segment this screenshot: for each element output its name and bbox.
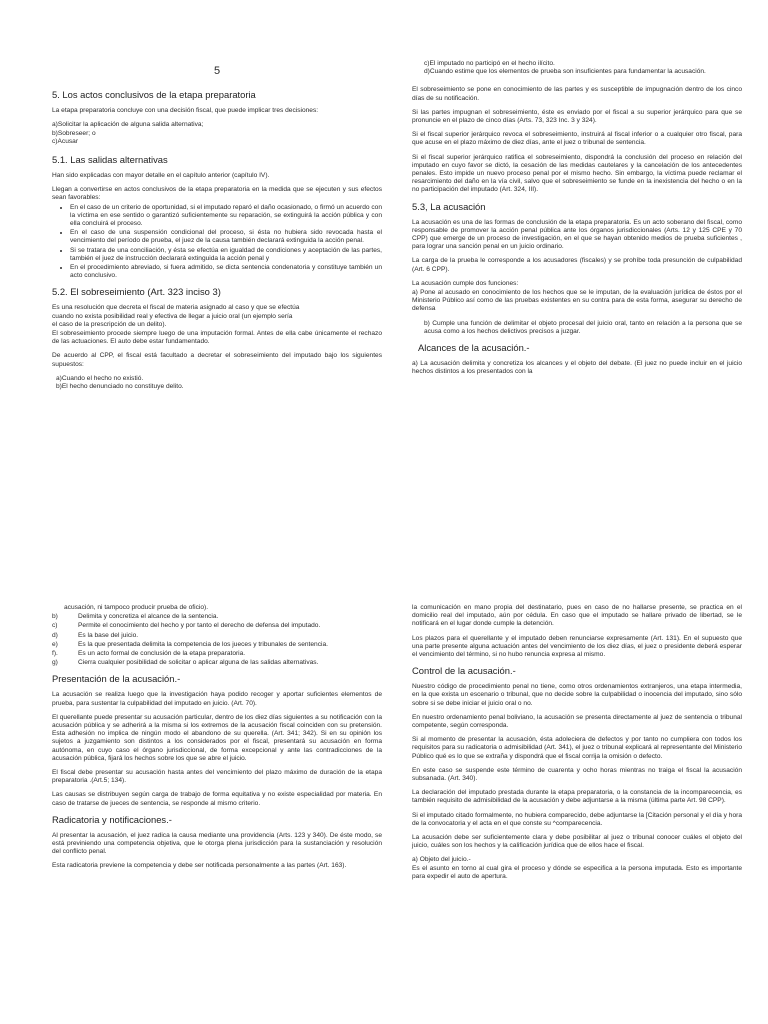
paragraph: Si las partes impugnan el sobreseimiento, éste es enviado por el fiscal a su superior jerárquico para que se pronuncie en el plazo de cinco días (Arts. 73, 323 Inc. 3 y 324). bbox=[412, 108, 742, 125]
heading-acusacion: 5.3, La acusación bbox=[412, 200, 486, 212]
item-text: Delimita y concretiza el alcance de la sentencia. bbox=[78, 613, 219, 621]
decision-options bbox=[52, 121, 382, 146]
paragraph: a) La acusación delimita y concretiza los alcances y el objeto del debate. (El juez no puede incluir en el juicio hechos distintos a los presentados con la bbox=[412, 360, 742, 376]
option-line: b)Sobreseer; o bbox=[52, 129, 96, 137]
list-item bbox=[52, 613, 382, 621]
list-item bbox=[52, 659, 382, 667]
item-marker: c) bbox=[52, 622, 58, 630]
paragraph: Las causas se distribuyen según carga de trabajo de forma equitativa y no existe especialidad por materia. En caso de tratarse de jueces de sentencia, se responde al mismo criterio. bbox=[52, 791, 382, 807]
list-item bbox=[52, 632, 382, 640]
paragraph: Llegan a convertirse en actos conclusivos de la etapa preparatoria en la medida que se ejecuten y sus efectos sean favorables: bbox=[52, 186, 382, 202]
paragraph: Al presentar la acusación, el juez radica la causa mediante una providencia (Arts. 123 y 340). De éste modo, se está previniendo una competencia objetiva, que le otorga plena jurisdicción para la sustanciación y resolución del conflicto penal. bbox=[52, 831, 382, 856]
text-line: Es el asunto en torno al cual gira el proceso y dónde se especifica a la persona imputada. Esto es importante para expedir el auto de apertura. bbox=[412, 864, 742, 880]
paragraph: Si el fiscal superior jerárquico revoca el sobreseimiento, instruirá al fiscal inferior o a cualquier otro fiscal, para que acuse en el plazo máximo de diez días, ante el juez o tribunal de sentencia. bbox=[412, 131, 742, 147]
text-line: cuando no exista posibilidad real y efectiva de llegar a juicio oral (un ejemplo sería bbox=[52, 312, 293, 320]
item-text: Es la base del juicio. bbox=[78, 631, 139, 639]
heading-radicatoria: Radicatoria y notificaciones.- bbox=[52, 813, 172, 825]
paragraph: La acusación es una de las formas de conclusión de la etapa preparatoria. Es un acto soberano del fiscal, como responsable de promover la acción penal pública ante los órganos jurisdiccionales (Arts. 12 y 125 CPE y 70 CPP) que emerge de un proceso de investigación, en el que se hayan obtenido medios de prueba suficientes , para lograr una sanción penal en un juicio ordinario. bbox=[412, 218, 742, 251]
paragraph: la comunicación en mano propia del destinatario, pues en caso de no hallarse presente, se practica en el domicilio real del imputado, aún por cédula. En caso que el imputado se hallare privado de libertad, se le notificará en el lugar donde cumple la detención. bbox=[412, 604, 742, 628]
paragraph: Han sido explicadas con mayor detalle en el capítulo anterior (capítulo IV). bbox=[52, 172, 270, 180]
page-number: 5 bbox=[213, 65, 221, 77]
supuestos-continued bbox=[412, 60, 742, 76]
paragraph: Si el imputado citado formalmente, no hubiera comparecido, debe adjuntarse la [Citación personal y el día y hora de la convocatoria y el acta en el que conste su ^comparecencia. bbox=[412, 811, 742, 827]
list-item bbox=[52, 641, 382, 649]
list-item: • Si se tratara de una conciliación, y ésta se efectúa en igualdad de condiciones y aceptación de las partes, también el juez de instrucción declarará extinguida la acción penal y bbox=[70, 247, 382, 263]
column-bottom-right bbox=[412, 604, 742, 881]
list-item: • En el procedimiento abreviado, si fuera admitido, se dicta sentencia condenatoria y constituye también un acto conclusivo. bbox=[70, 264, 382, 280]
option-line: a)Cuando el hecho no existió. bbox=[56, 374, 144, 382]
paragraph: Si el fiscal superior jerárquico ratifica el sobreseimiento, dispondrá la conclusión del proceso en relación del imputado en cuyo favor se dictó, la cesación de las medidas cautelares y la cancelación de los antecedentes penales. Esto impide un nuevo proceso penal por el mismo hecho. Sin embargo, la víctima puede reclamar el resarcimiento del daño en la vía civil, salvo que el sobreseimiento se funde en la inexistencia del hecho o en la no participación del imputado (Art. 324, III). bbox=[412, 153, 742, 194]
option-line: c)Acusar bbox=[52, 137, 79, 145]
paragraph: En este caso se suspende este término de cuarenta y ocho horas mientras no traiga el fiscal la acusación subsanada. (Art. 340). bbox=[412, 766, 742, 783]
text-line: el caso de la prescripción de un delito). bbox=[52, 320, 167, 328]
option-line: b)El hecho denunciado no constituye delito. bbox=[56, 383, 184, 391]
paragraph: El querellante puede presentar su acusación particular, dentro de los diez días siguientes a su notificación con la acusación pública y se adherirá a la misma si los extremos de la acusación fiscal coinciden con su pretensión. Esta adhesión no implica de ningún modo el abandono de su querella. (Art. 341; 342). Si en su opinión los sujetos a juzgamiento son distintos a los considerados por el fiscal, presentará su acusación en forma autónoma, en cuyo caso el órgano jurisdiccional, de forma excepcional y ante las contradicciones de la acusación pública, fijará los hechos sobre los que se abre el juicio. bbox=[52, 713, 382, 762]
item-marker: g) bbox=[52, 659, 58, 667]
item-text: Permite el conocimiento del hecho y por tanto el derecho de defensa del imputado. bbox=[78, 622, 321, 630]
item-marker: b) bbox=[52, 613, 58, 621]
paragraph: En nuestro ordenamiento penal boliviano, la acusación se presenta directamente al juez de sentencia o tribunal competente, según corresponda. bbox=[412, 713, 742, 730]
text-line: a) Objeto del juicio.- bbox=[412, 856, 471, 864]
paragraph bbox=[412, 856, 742, 881]
paragraph: Si al momento de presentar la acusación, ésta adoleciera de defectos y por tanto no cumpliera con todos los requisitos para su radicatoria o admisibilidad (Art. 341), el juez o tribunal explicará al representante del Ministerio Público qué es lo que se extraña y dispondrá que el fiscal corrija la omisión o defecto. bbox=[412, 736, 742, 760]
heading-salidas-alternativas: 5.1. Las salidas alternativas bbox=[52, 154, 168, 166]
heading-sobreseimiento: 5.2. El sobreseimiento (Art. 323 inciso 3) bbox=[52, 286, 221, 298]
option-line: a)Solicitar la aplicación de alguna salida alternativa; bbox=[52, 121, 204, 129]
paragraph: La declaración del imputado prestada durante la etapa preparatoria, o la constancia de la incomparecencia, es también requisito de admisibilidad de la acusación y debe adjuntarse a la misma (última parte Art. 98 CPP). bbox=[412, 789, 742, 805]
heading-presentacion: Presentación de la acusación.- bbox=[52, 673, 181, 685]
paragraph: El sobreseimiento se pone en conocimiento de las partes y es susceptible de impugnación dentro de los cinco días de su notificación. bbox=[412, 86, 742, 102]
paragraph bbox=[52, 304, 382, 329]
paragraph: La acusación se realiza luego que la investigación haya podido recoger y aportar suficientes elementos de prueba, para sustentar la culpabilidad del imputado en juicio. (Art. 70). bbox=[52, 691, 382, 707]
heading-alcances: Alcances de la acusación.- bbox=[418, 342, 530, 354]
alcances-list bbox=[52, 613, 382, 667]
paragraph: De acuerdo al CPP, el fiscal está facultado a decretar el sobreseimiento del imputado bajo los siguientes supuestos: bbox=[52, 352, 382, 368]
item-text: Es un acto formal de conclusión de la etapa preparatoria. bbox=[78, 650, 246, 658]
list-item bbox=[52, 650, 382, 658]
paragraph: La acusación debe ser suficientemente clara y debe posibilitar al juez o tribunal conocer cuáles el objeto del juicio, cuáles son los hechos y la calificación jurídica que de ellos hace el fiscal. bbox=[412, 834, 742, 850]
option-line: c)El imputado no participó en el hecho ilícito. bbox=[424, 60, 555, 67]
heading-control: Control de la acusación.- bbox=[412, 665, 516, 677]
supuestos-list bbox=[52, 375, 382, 391]
column-top-left bbox=[52, 55, 382, 391]
item-marker: f). bbox=[52, 650, 58, 658]
paragraph: El sobreseimiento procede siempre luego de una imputación formal. Antes de ella cabe únicamente el rechazo de las actuaciones. El auto debe estar fundamentado. bbox=[52, 330, 382, 346]
list-item: • En el caso de una suspensión condicional del proceso, si ésta no hubiera sido revocada hasta el vencimiento del período de prueba, el juez de la causa también declarará extinguida la acción penal. bbox=[70, 229, 382, 245]
item-marker: d) bbox=[52, 631, 58, 639]
paragraph: Esta radicatoria previene la competencia y debe ser notificada personalmente a las partes (Art. 163). bbox=[52, 862, 347, 870]
item-text: Cierra cualquier posibilidad de solicitar o aplicar alguna de las salidas alternativas. bbox=[78, 659, 319, 667]
option-line: d)Cuando estime que los elementos de prueba son insuficientes para fundamentar la acusación. bbox=[424, 68, 706, 76]
list-item bbox=[52, 622, 382, 630]
paragraph: Nuestro código de procedimiento penal no tiene, como otros ordenamientos extranjeros, una etapa intermedia, en la que exista un escenario o tribunal, que no decide sobre la culpabilidad o inocencia del imputado, sino sólo sobre si se debe iniciar el juicio oral o no. bbox=[412, 683, 742, 707]
heading-actos-conclusivos: 5. Los actos conclusivos de la etapa preparatoria bbox=[52, 89, 256, 101]
item-marker: e) bbox=[52, 640, 58, 648]
paragraph: La carga de la prueba le corresponde a los acusadores (fiscales) y se prohíbe toda presunción de culpabilidad (Art. 6 CPP). bbox=[412, 257, 742, 273]
paragraph: b) Cumple una función de delimitar el objeto procesal del juicio oral, tanto en relación a la persona que se acusa como a los hechos delictivos precisos a juzgar. bbox=[424, 319, 742, 335]
bullet-list bbox=[52, 204, 382, 281]
text-line: Es una resolución que decreta el fiscal de materia asignado al caso y que se efectúa bbox=[52, 304, 300, 312]
list-item: • En el caso de un criterio de oportunidad, si el imputado reparó el daño ocasionado, o firmó un acuerdo con la víctima en ese sentido o garantizó suficientemente su reparación, se extinguirá la acción pública y con ella concluirá el proceso. bbox=[70, 204, 382, 229]
column-top-right bbox=[412, 60, 742, 382]
paragraph: acusación, ni tampoco producir prueba de oficio). bbox=[64, 604, 209, 611]
paragraph: La acusación cumple dos funciones: bbox=[412, 279, 519, 287]
column-bottom-left bbox=[52, 604, 382, 877]
paragraph: a) Pone al acusado en conocimiento de los hechos que se le imputan, de la evaluación jurídica de éstos por el Ministerio Público así como de las pruebas existentes en su contra para de esta forma, asegurar su derecho de defensa bbox=[412, 289, 742, 313]
paragraph: La etapa preparatoria concluye con una decisión fiscal, que puede implicar tres decisiones: bbox=[52, 107, 319, 115]
paragraph: Los plazos para el querellante y el imputado deben renunciarse expresamente (Art. 131). En el supuesto que una parte presente alguna actuación antes del vencimiento de los diez días, el juez o presidente deberá esperar el vencimiento del término, si no hubo renuncia expresa al mismo. bbox=[412, 634, 742, 659]
paragraph: El fiscal debe presentar su acusación hasta antes del vencimiento del plazo máximo de duración de la etapa preparatoria .(Art.5; 134). bbox=[52, 769, 382, 785]
item-text: Es la que presentada delimita la competencia de los jueces y tribunales de sentencia. bbox=[78, 640, 328, 648]
